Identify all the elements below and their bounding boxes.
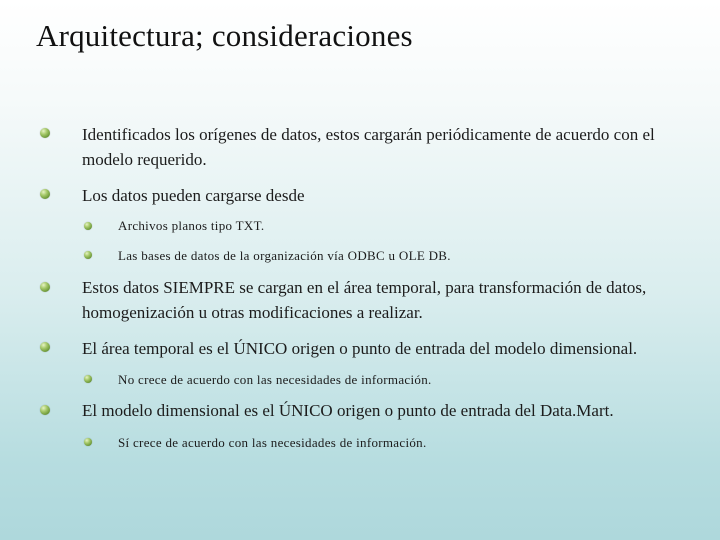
bullet-dot-icon: [84, 438, 92, 446]
sub-bullet-item: [118, 434, 427, 452]
bullet-text-line: No crece de acuerdo con las necesidades de información.: [118, 372, 432, 387]
bullet-dot-icon: [40, 405, 50, 415]
bullet-text-line: Los datos pueden cargarse desde: [82, 186, 305, 205]
bullet-dot-icon: [40, 189, 50, 199]
bullet-text-line: Archivos planos tipo TXT.: [118, 218, 265, 233]
bullet-text-line: El modelo dimensional es el ÚNICO origen o punto de entrada del Data.Mart.: [82, 401, 614, 420]
bullet-item: [82, 122, 655, 172]
bullet-text-line: Identificados los orígenes de datos, estos cargarán periódicamente de acuerdo con el: [82, 125, 655, 144]
bullet-item: [82, 275, 646, 325]
bullet-dot-icon: [84, 222, 92, 230]
bullet-text-line: Sí crece de acuerdo con las necesidades de información.: [118, 435, 427, 450]
bullet-dot-icon: [84, 375, 92, 383]
bullet-item: [82, 398, 614, 423]
bullet-dot-icon: [40, 282, 50, 292]
bullet-text-line: Las bases de datos de la organización vía ODBC u OLE DB.: [118, 248, 451, 263]
slide-title: Arquitectura; consideraciones: [36, 18, 413, 53]
bullet-dot-icon: [40, 128, 50, 138]
bullet-text-line: modelo requerido.: [82, 150, 207, 169]
bullet-text-line: El área temporal es el ÚNICO origen o punto de entrada del modelo dimensional.: [82, 339, 638, 358]
bullet-dot-icon: [84, 251, 92, 259]
bullet-item: [82, 183, 305, 208]
bullet-text-line: Estos datos SIEMPRE se cargan en el área temporal, para transformación de datos,: [82, 278, 647, 297]
bullet-dot-icon: [40, 342, 50, 352]
sub-bullet-item: [118, 247, 451, 265]
bullet-item: [82, 336, 637, 361]
sub-bullet-item: [118, 217, 264, 235]
sub-bullet-item: [118, 371, 432, 389]
bullet-text-line: homogenización u otras modificaciones a realizar.: [82, 303, 423, 322]
